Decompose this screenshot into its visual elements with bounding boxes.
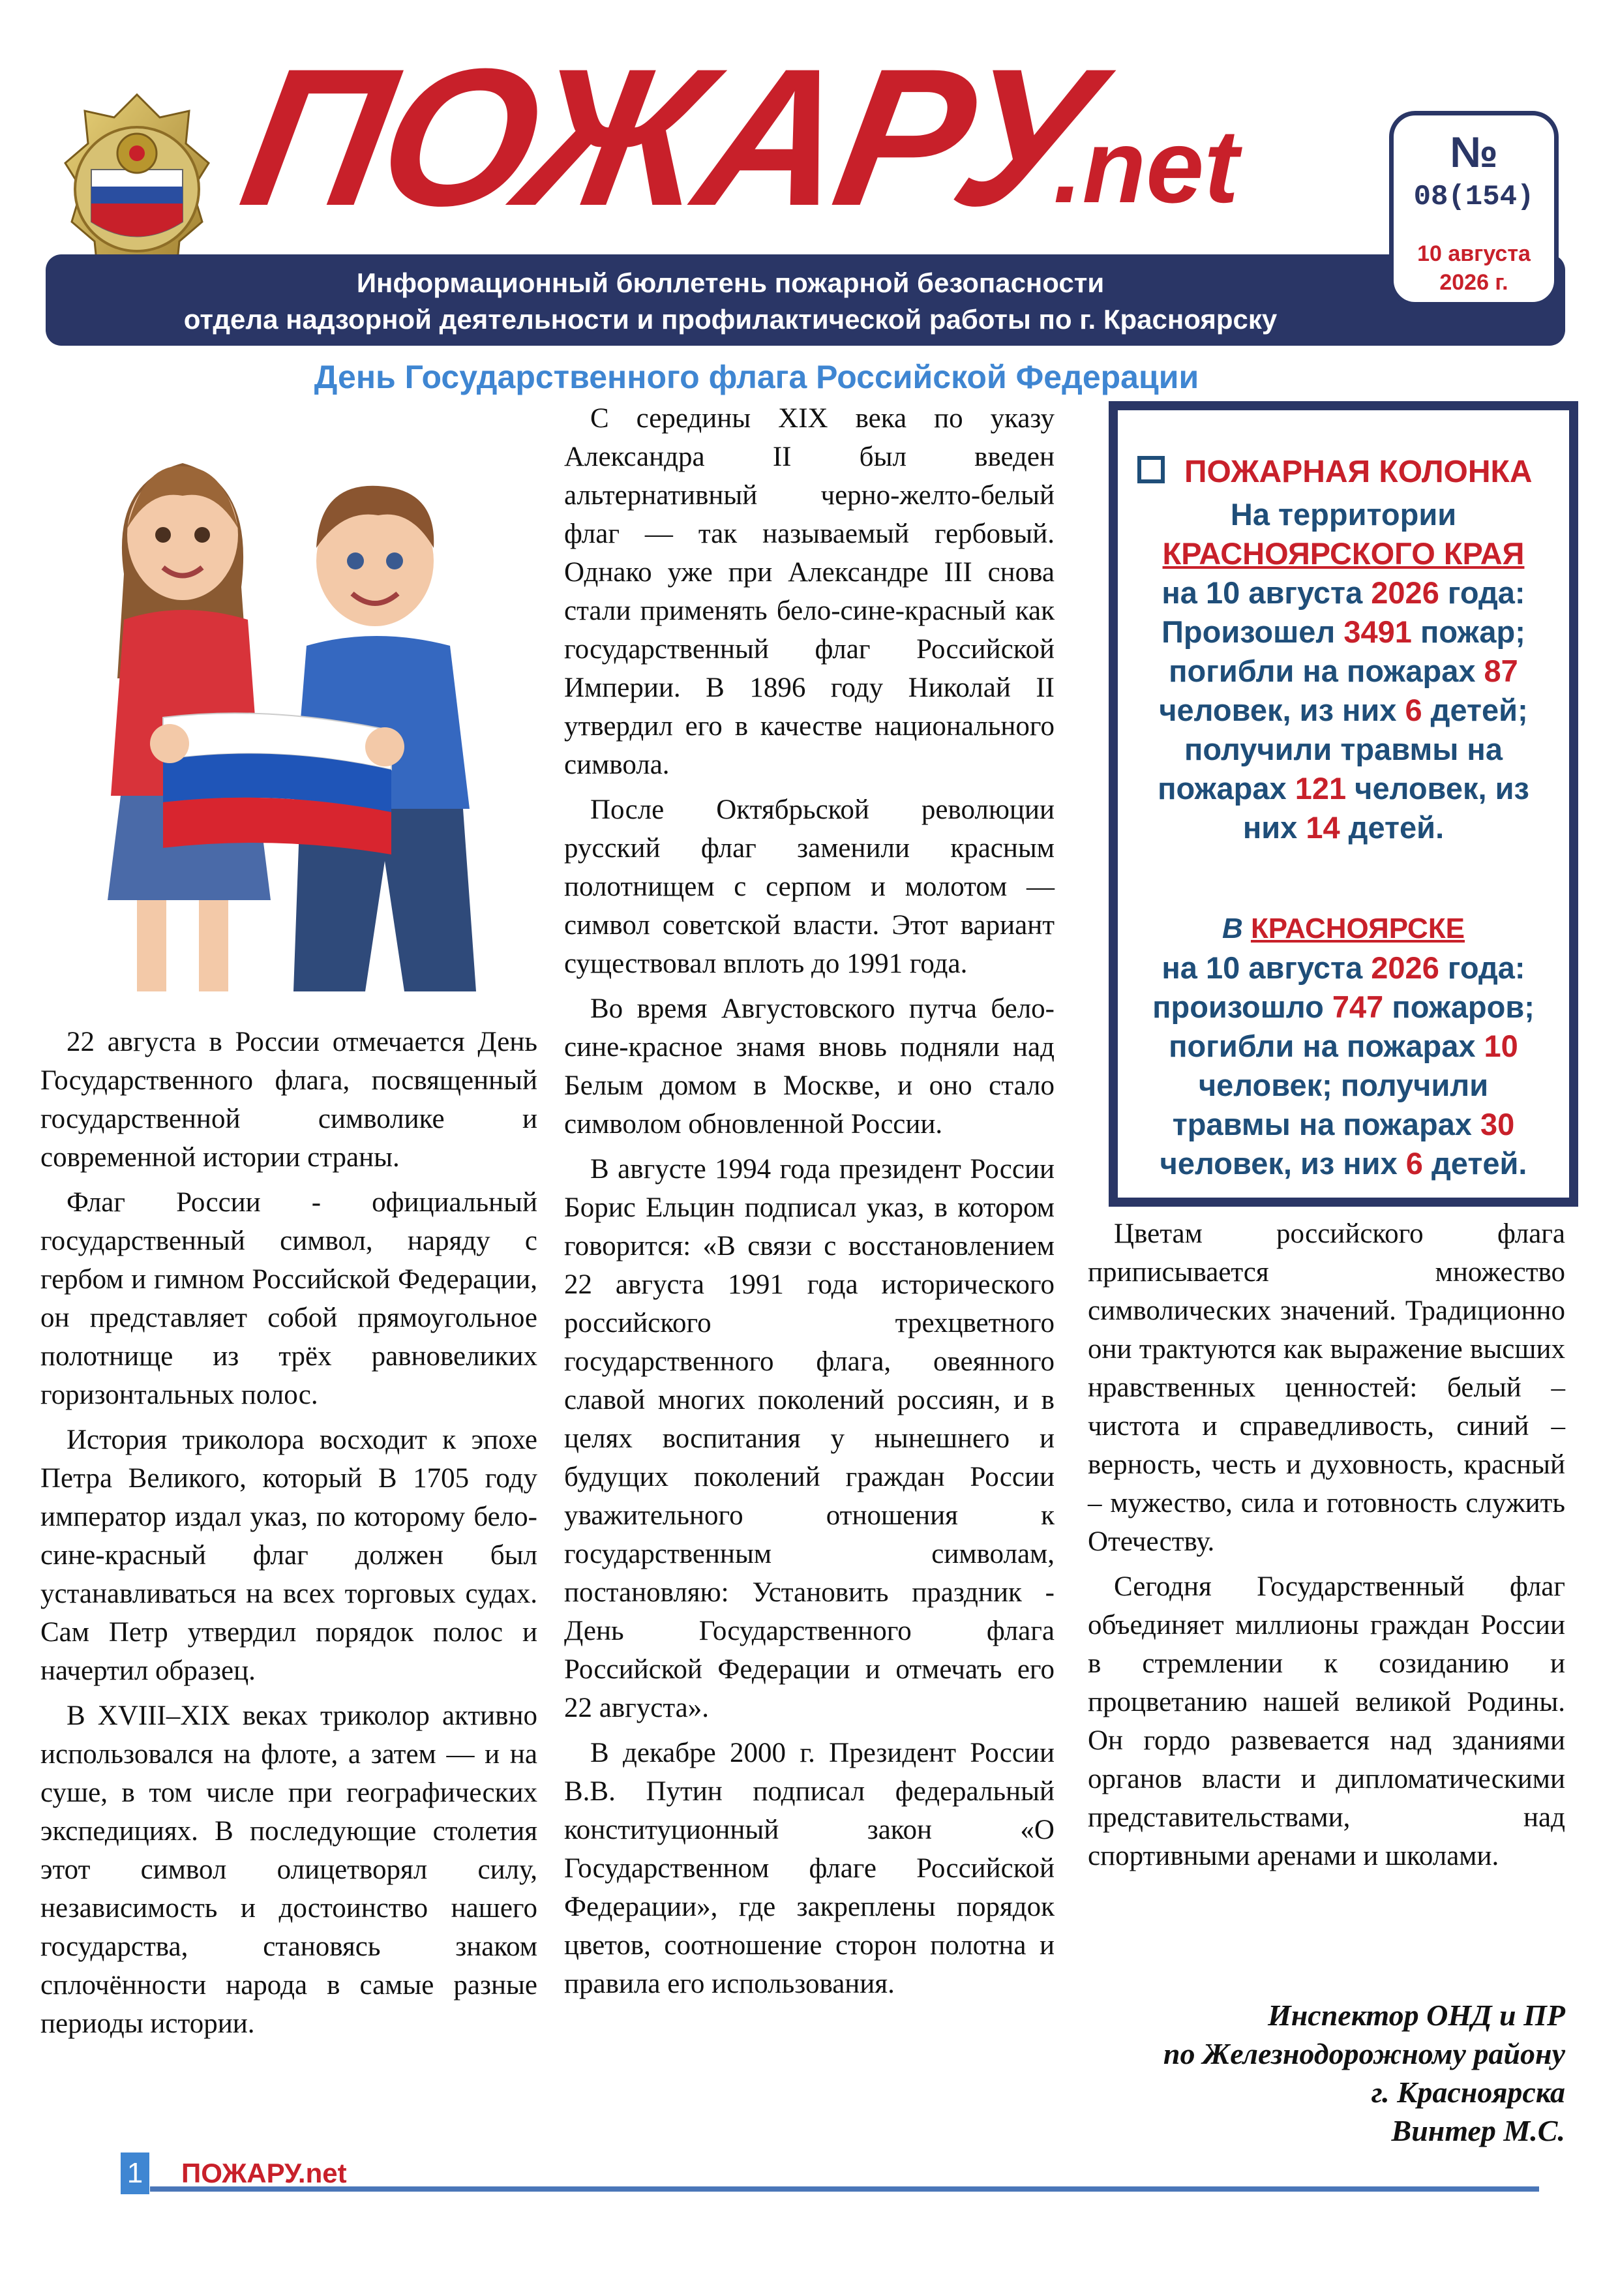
region-date-line (1124, 573, 1563, 612)
signature-line-2: по Железнодорожному району (1163, 2037, 1565, 2070)
region-injured-suffix: человек, из (1346, 771, 1529, 806)
city-date-text: на 10 августа (1161, 950, 1371, 985)
city-children-suffix: детей. (1422, 1146, 1527, 1181)
city-deaths-count: 10 (1484, 1029, 1518, 1063)
region-deaths-count: 87 (1484, 654, 1518, 688)
city-injured-count: 30 (1480, 1107, 1515, 1141)
region-fires-count: 3491 (1343, 614, 1412, 649)
paragraph: Флаг России - официальный государственный символ, наряду с гербом и гимном Российской Федерации, он представляет собой прямоугольное полотнище из трёх равновеликих горизонтальных полос. (40, 1187, 537, 1410)
city-children-count: 6 (1405, 1146, 1423, 1181)
region-name: КРАСНОЯРСКОГО КРАЯ (1162, 536, 1525, 571)
region-injured-line-1: получили травмы на (1184, 732, 1503, 766)
region-injured-children-suffix: детей. (1340, 810, 1445, 845)
article-column-1 (40, 1023, 537, 2049)
region-fires-text: Произошел (1161, 614, 1344, 649)
subtitle-line-1: Информационный бюллетень пожарной безопасности (356, 267, 1105, 298)
signature-line-4: Винтер М.С. (1391, 2114, 1565, 2147)
footer-publication-name: ПОЖАРУ.net (181, 2158, 347, 2188)
region-year: 2026 (1371, 575, 1439, 610)
subtitle-line-2: отдела надзорной деятельности и профилактической работы по г. Красноярску (183, 304, 1278, 335)
paragraph: Цветам российского флага приписывается множество символических значений. Традиционно они трактуются как выражение высших нравственных ценностей: белый – чистота и справедливость, синий – верность, честь и духовность, красный – мужество, сила и готовность служить Отечеству. (1088, 1218, 1565, 1557)
paragraph: После Октябрьской революции русский флаг заменили красным полотнищем с серпом и молотом — символ советской власти. Этот вариант существовал вплоть до 1991 года. (564, 794, 1055, 979)
section-title: День Государственного флага Российской Федерации (314, 359, 1199, 395)
region-injured-children-count: 14 (1306, 810, 1340, 845)
author-signature (1043, 1996, 1565, 2150)
region-deaths-text: погибли на пожарах (1169, 654, 1484, 688)
paragraph: Сегодня Государственный флаг объединяет миллионы граждан России в стремлении к созиданию и процветанию нашей великой Родины. Он гордо развевается над зданиями органов власти и дипломатическими представительствами, над спортивными аренами и школами. (1088, 1571, 1565, 1871)
region-injured-text: пожарах (1158, 771, 1295, 806)
article-column-3 (1088, 1215, 1565, 1882)
issue-date-line-1: 10 августа (1417, 241, 1531, 266)
signature-line-1: Инспектор ОНД и ПР (1267, 1999, 1565, 2032)
region-name-line (1124, 534, 1563, 573)
paragraph: В XVIII–XIX веках триколор активно использовался на флоте, а затем — и на суше, в том числе при географических экспедициях. В последующие столетия этот символ олицетворял силу, независимость и достоинство нашего государства, становясь знаком сплочённости народа в самые разные периоды истории. (40, 1700, 537, 2039)
region-injured-children-line (1124, 808, 1563, 847)
region-injured-children-text: них (1242, 810, 1306, 845)
paragraph: Во время Августовского путча бело-сине-красное знамя вновь подняли над Белым домом в Москве, и оно стало символом обновленной России. (564, 993, 1055, 1140)
city-year: 2026 (1371, 950, 1439, 985)
city-date-suffix: года: (1439, 950, 1525, 985)
children-with-flag-image (85, 404, 509, 1011)
region-intro: На территории (1230, 497, 1457, 532)
checkbox-icon (1137, 456, 1165, 483)
region-date-text: на 10 августа (1161, 575, 1371, 610)
city-fires-suffix: пожаров; (1383, 989, 1535, 1024)
region-deaths-line (1124, 652, 1563, 691)
city-deaths-line (1124, 1027, 1563, 1066)
region-children-text: человек, из них (1159, 693, 1405, 727)
city-fires-count: 747 (1332, 989, 1384, 1024)
paragraph: В декабре 2000 г. Президент России В.В. Путин подписал федеральный конституционный закон «О Государственном флаге Российской Федерации», где закреплены порядок цветов, соотношение сторон полотна и правила его использования. (564, 1738, 1055, 1999)
fire-column-heading (1137, 453, 1581, 492)
issue-number: 08(154) (1413, 181, 1535, 213)
header-subtitle-bar (46, 254, 1565, 346)
city-injured-line-1: человек; получили (1198, 1068, 1489, 1102)
issue-info-box (1389, 111, 1559, 307)
paragraph: 22 августа в России отмечается День Государственного флага, посвященный государственной символике и современной истории страны. (40, 1027, 537, 1173)
article-column-2 (564, 399, 1055, 2010)
newsletter-title-suffix: .net (1053, 108, 1239, 224)
city-injured-line-2 (1124, 1105, 1563, 1144)
paragraph: История триколора восходит к эпохе Петра Великого, который В 1705 году император издал указ, по которому бело-сине-красный флаг должен был устанавливаться на всех торговых судах. Сам Петр утвердил порядок полос и начертил образец. (40, 1425, 537, 1686)
issue-date-line-2: 2026 г. (1439, 270, 1508, 295)
issue-date (1394, 239, 1554, 297)
city-name: КРАСНОЯРСКЕ (1250, 913, 1465, 944)
paragraph: С середины XIX века по указу Александра II был введен альтернативный черно-желто-белый флаг — так называемый гербовый. Однако уже при Александре III снова стали применять бело-сине-красный как государственный флаг Российской Империи. В 1896 году Николай II утвердил его в качестве национального символа. (564, 403, 1055, 780)
region-fires-suffix: пожар; (1411, 614, 1525, 649)
region-date-suffix: года: (1439, 575, 1525, 610)
region-fires-line (1124, 612, 1563, 652)
city-date-line (1124, 948, 1563, 988)
region-injured-line-2 (1124, 769, 1563, 808)
city-children-text: человек, из них (1160, 1146, 1406, 1181)
newsletter-title: ПОЖАРУ (228, 27, 1107, 247)
fire-column-heading-text: ПОЖАРНАЯ КОЛОНКА (1184, 455, 1533, 489)
region-children-count: 6 (1405, 693, 1422, 727)
page-number: 1 (121, 2152, 149, 2194)
city-name-line (1124, 909, 1563, 948)
city-prefix: В (1221, 913, 1251, 944)
paragraph: В августе 1994 года президент России Борис Ельцин подписал указ, в котором говорится: «В связи с восстановлением 22 августа 1991 года исторического российского трехцветного государственного флага, овеянного славой многих поколений россиян, и в целях воспитания у нынешнего и будущих поколений граждан России уважительного отношения к государственным символам, постановляю: Установить праздник - День Государственного флага Российской Федерации и отмечать его 22 августа». (564, 1154, 1055, 1723)
city-injured-text: травмы на пожарах (1172, 1107, 1480, 1141)
issue-number-sign: № (1450, 128, 1498, 176)
city-fires-text: произошло (1152, 989, 1332, 1024)
region-injured-count: 121 (1295, 771, 1347, 806)
city-deaths-text: погибли на пожарах (1169, 1029, 1484, 1063)
city-fires-line (1124, 988, 1563, 1027)
city-children-line (1124, 1144, 1563, 1183)
fire-statistics-box (1109, 401, 1578, 1207)
region-children-line (1124, 691, 1563, 730)
signature-line-3: г. Красноярска (1371, 2076, 1565, 2109)
region-children-suffix: детей; (1422, 693, 1528, 727)
